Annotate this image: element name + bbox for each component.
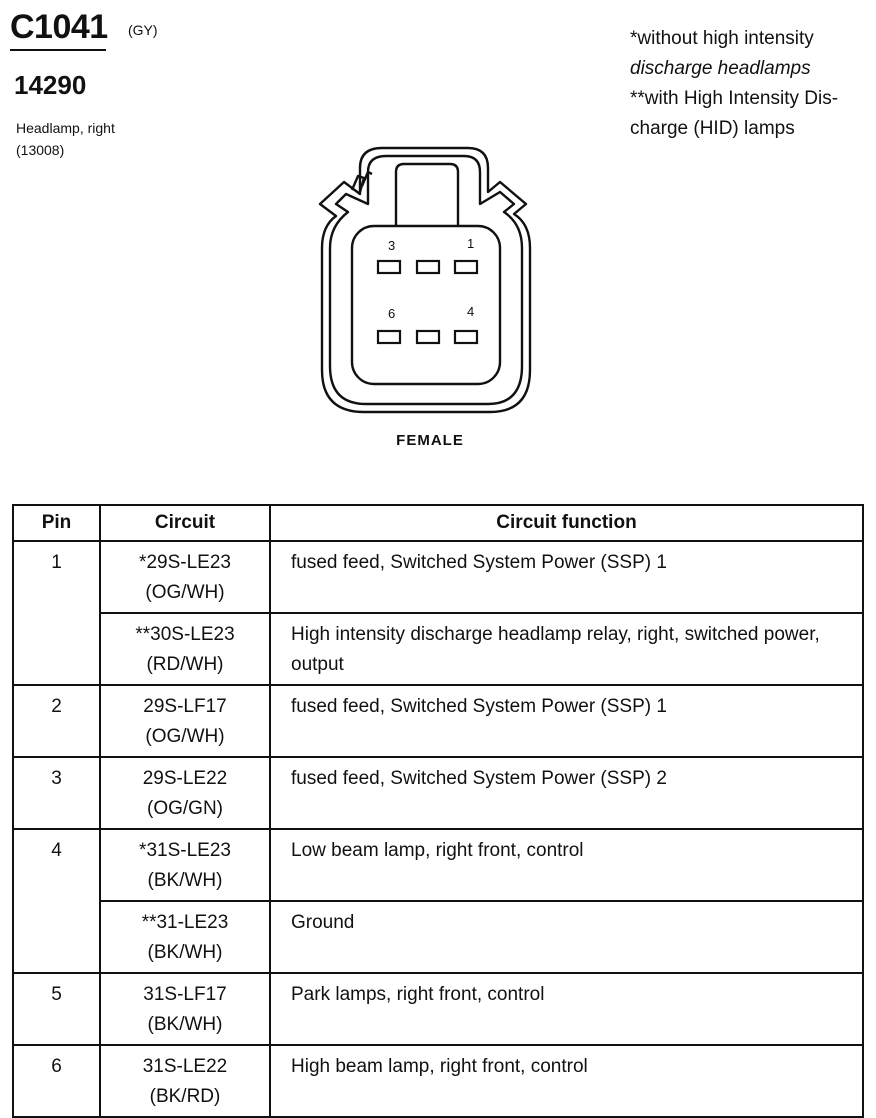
table-row — [13, 541, 863, 613]
pin-cell: 3 — [13, 757, 100, 829]
wire-color: (OG/GN) — [147, 798, 223, 819]
table-row — [13, 901, 863, 973]
circuit-cell — [100, 685, 270, 757]
function-cell: High intensity discharge headlamp relay, right, switched power, output — [270, 613, 863, 685]
function-cell: Ground — [270, 901, 863, 973]
terminal-cavity — [455, 261, 477, 273]
pin-cell: 2 — [13, 685, 100, 757]
function-cell: fused feed, Switched System Power (SSP) 1 — [270, 685, 863, 757]
connector-id-underline — [10, 49, 106, 51]
note-line: discharge headlamps — [630, 58, 811, 79]
circuit-code: 29S-LE22 — [142, 768, 228, 789]
note-line: *without high intensity — [630, 28, 814, 49]
gender-label: FEMALE — [396, 432, 464, 449]
part-number: 14290 — [14, 70, 87, 100]
function-cell: Park lamps, right front, control — [270, 973, 863, 1045]
table-row — [13, 613, 863, 685]
pin-label: 6 — [388, 306, 396, 321]
circuit-code: *29S-LE23 — [139, 552, 231, 573]
circuit-code: **31-LE23 — [141, 912, 229, 933]
function-cell: fused feed, Switched System Power (SSP) 1 — [270, 541, 863, 613]
circuit-code: 31S-LE22 — [142, 1056, 228, 1077]
note-line: charge (HID) lamps — [630, 118, 795, 139]
circuit-code: 29S-LF17 — [143, 696, 227, 717]
circuit-cell — [100, 541, 270, 613]
wire-color: (BK/WH) — [147, 942, 223, 963]
pin-label: 4 — [467, 304, 475, 319]
connector-id: C1041 — [10, 8, 108, 46]
wire-color: (OG/WH) — [145, 582, 225, 603]
function-cell: High beam lamp, right front, control — [270, 1045, 863, 1117]
column-header-pin: Pin — [13, 505, 100, 541]
column-header-circuit: Circuit — [100, 505, 270, 541]
table-row — [13, 973, 863, 1045]
circuit-cell — [100, 901, 270, 973]
pin-cell: 4 — [13, 829, 100, 973]
column-header-function: Circuit function — [270, 505, 863, 541]
pin-cell: 5 — [13, 973, 100, 1045]
table-row — [13, 757, 863, 829]
terminal-face — [352, 226, 500, 384]
wire-color: (RD/WH) — [146, 654, 224, 675]
component-reference: (13008) — [16, 142, 65, 158]
function-cell: Low beam lamp, right front, control — [270, 829, 863, 901]
wire-color: (BK/RD) — [149, 1086, 221, 1107]
table-row — [13, 829, 863, 901]
latch — [396, 164, 458, 226]
terminal-cavity — [417, 261, 439, 273]
connector-face-diagram — [300, 140, 540, 430]
wire-color: (BK/WH) — [147, 870, 223, 891]
table-header-row — [13, 505, 863, 541]
terminal-cavity — [378, 331, 400, 343]
note-line: **with High Intensity Dis- — [630, 88, 839, 109]
pin-label: 1 — [467, 236, 475, 251]
circuit-code: 31S-LF17 — [143, 984, 227, 1005]
connector-color-code: (GY) — [128, 22, 158, 38]
terminal-cavity — [455, 331, 477, 343]
circuit-cell — [100, 973, 270, 1045]
component-description: Headlamp, right — [16, 120, 115, 136]
circuit-code: **30S-LE23 — [135, 624, 235, 645]
circuit-cell — [100, 1045, 270, 1117]
circuit-cell — [100, 757, 270, 829]
pin-label: 3 — [388, 238, 396, 253]
pin-table — [12, 504, 864, 1118]
pin-cell: 6 — [13, 1045, 100, 1117]
wire-color: (BK/WH) — [147, 1014, 223, 1035]
circuit-cell — [100, 613, 270, 685]
table-row — [13, 685, 863, 757]
function-cell: fused feed, Switched System Power (SSP) 2 — [270, 757, 863, 829]
terminal-cavity — [378, 261, 400, 273]
wire-color: (OG/WH) — [145, 726, 225, 747]
table-row — [13, 1045, 863, 1117]
pin-cell: 1 — [13, 541, 100, 685]
terminal-cavity — [417, 331, 439, 343]
circuit-code: *31S-LE23 — [139, 840, 231, 861]
circuit-cell — [100, 829, 270, 901]
